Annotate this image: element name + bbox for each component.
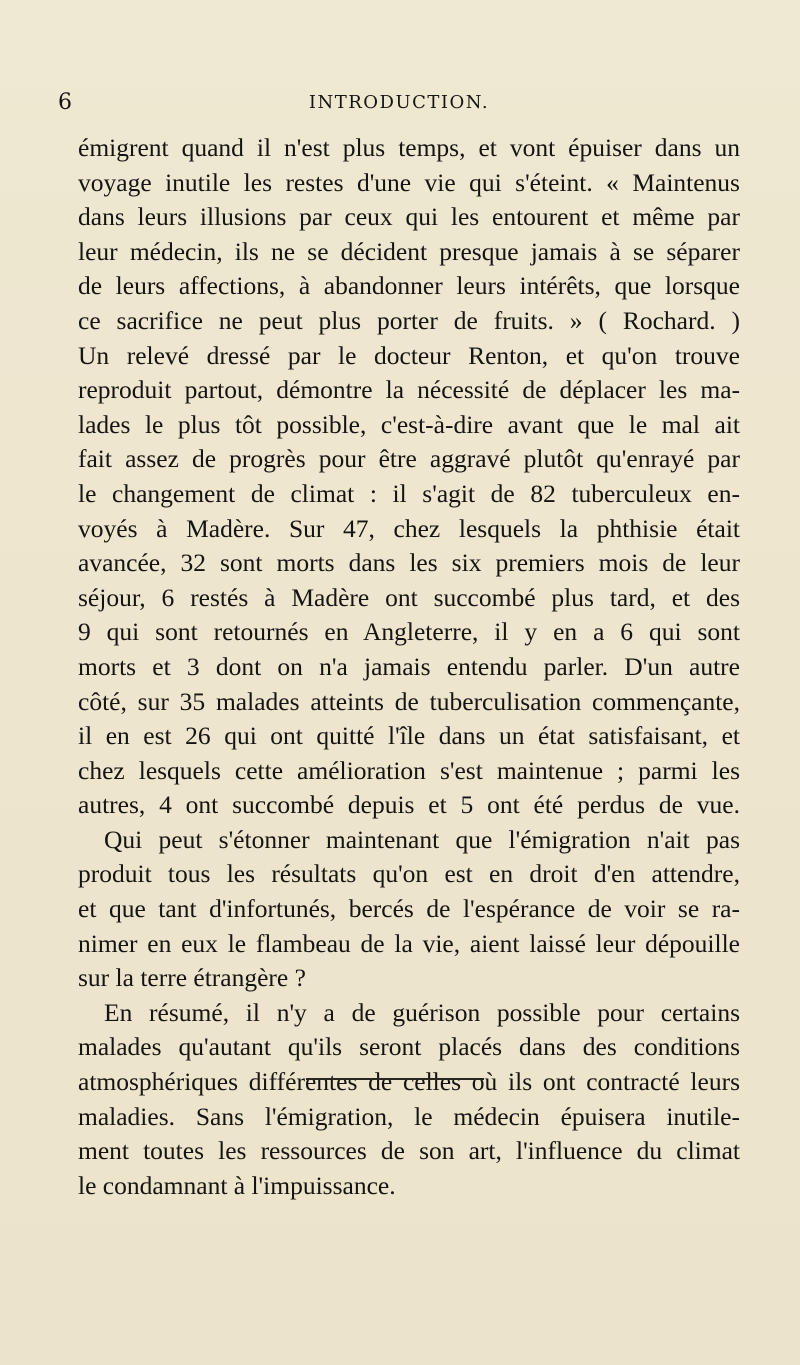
text-line: il en est 26 qui ont quitté l'île dans un état satisfaisant, et bbox=[78, 721, 740, 751]
text-line: fait assez de progrès pour être aggravé plutôt qu'enrayé par bbox=[78, 444, 740, 474]
running-head: INTRODUCTION. bbox=[308, 92, 490, 113]
page-header bbox=[58, 88, 740, 118]
text-line: le condamnant à l'impuissance. bbox=[78, 1170, 396, 1200]
text-line: nimer en eux le flambeau de la vie, aient laissé leur dépouille bbox=[78, 928, 740, 958]
text-line: Qui peut s'étonner maintenant que l'émigration n'ait pas bbox=[104, 824, 740, 854]
page-number: 6 bbox=[58, 90, 72, 115]
text-line: côté, sur 35 malades atteints de tuberculisation commençante, bbox=[78, 686, 740, 716]
text-line: 9 qui sont retournés en Angleterre, il y en a 6 qui sont bbox=[78, 617, 740, 647]
text-line: avancée, 32 sont morts dans les six premiers mois de leur bbox=[78, 548, 740, 578]
text-line: reproduit partout, démontre la nécessité de déplacer les ma- bbox=[78, 375, 740, 405]
text-line: séjour, 6 restés à Madère ont succombé plus tard, et des bbox=[78, 582, 740, 612]
text-line: voyés à Madère. Sur 47, chez lesquels la phthisie était bbox=[78, 513, 740, 543]
text-line: le changement de climat : il s'agit de 82 tuberculeux en- bbox=[78, 478, 740, 508]
text-line: atmosphériques différentes de celles où ils ont contracté leurs bbox=[78, 1067, 740, 1097]
text-line: ment toutes les ressources de son art, l'influence du climat bbox=[78, 1136, 740, 1166]
text-line: autres, 4 ont succombé depuis et 5 ont été perdus de vue. bbox=[78, 790, 740, 820]
text-line: dans leurs illusions par ceux qui les entourent et même par bbox=[78, 202, 740, 232]
text-line: morts et 3 dont on n'a jamais entendu parler. D'un autre bbox=[78, 651, 740, 681]
text-line: produit tous les résultats qu'on est en droit d'en attendre, bbox=[78, 859, 740, 889]
text-line: leur médecin, ils ne se décident presque jamais à se séparer bbox=[78, 236, 740, 266]
text-line: sur la terre étrangère ? bbox=[78, 963, 306, 993]
text-line: malades qu'autant qu'ils seront placés dans des conditions bbox=[78, 1032, 740, 1062]
text-line: et que tant d'infortunés, bercés de l'espérance de voir se ra- bbox=[78, 894, 740, 924]
end-rule bbox=[306, 1078, 484, 1080]
text-line: lades le plus tôt possible, c'est-à-dire avant que le mal ait bbox=[78, 409, 740, 439]
text-line: ce sacrifice ne peut plus porter de fruits. » ( Rochard. ) bbox=[78, 305, 740, 335]
text-line: maladies. Sans l'émigration, le médecin épuisera inutile- bbox=[78, 1101, 740, 1131]
text-line: de leurs affections, à abandonner leurs intérêts, que lorsque bbox=[78, 271, 740, 301]
text-line: émigrent quand il n'est plus temps, et vont épuiser dans un bbox=[78, 133, 740, 162]
text-line: Un relevé dressé par le docteur Renton, et qu'on trouve bbox=[78, 340, 740, 370]
body-text bbox=[78, 131, 740, 1203]
text-line: chez lesquels cette amélioration s'est maintenue ; parmi les bbox=[78, 755, 740, 785]
text-line: En résumé, il n'y a de guérison possible pour certains bbox=[104, 997, 740, 1027]
text-line: voyage inutile les restes d'une vie qui s'éteint. « Maintenus bbox=[78, 167, 740, 197]
